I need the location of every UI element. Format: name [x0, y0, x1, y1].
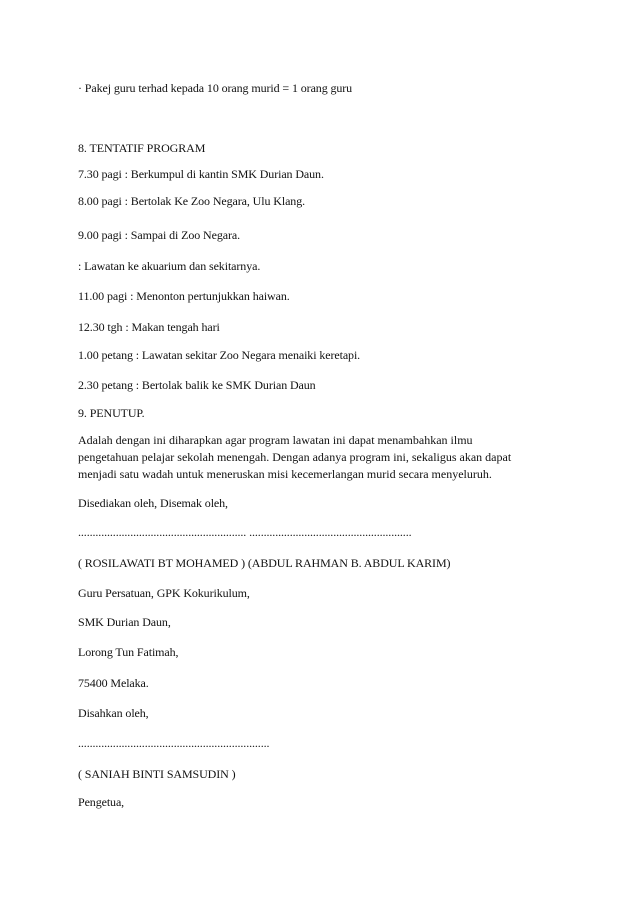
schedule-item: 1.00 petang : Lawatan sekitar Zoo Negara menaiki keretapi.: [78, 348, 361, 362]
address-street: Lorong Tun Fatimah,: [78, 645, 179, 659]
schedule-item: 7.30 pagi : Berkumpul di kantin SMK Durian Daun.: [78, 167, 324, 181]
closing-paragraph: [78, 432, 558, 483]
schedule-item: : Lawatan ke akuarium dan sekitarnya.: [78, 259, 261, 273]
section-9-heading: 9. PENUTUP.: [78, 406, 145, 420]
schedule-item: 11.00 pagi : Menonton pertunjukkan haiwan.: [78, 289, 290, 303]
address-school: SMK Durian Daun,: [78, 615, 171, 629]
signature-line-1: .......................................................... ........................................................: [78, 525, 412, 539]
section-8-heading: 8. TENTATIF PROGRAM: [78, 141, 206, 155]
signatories-names: ( ROSILAWATI BT MOHAMED ) (ABDUL RAHMAN B. ABDUL KARIM): [78, 556, 451, 570]
package-note: · Pakej guru terhad kepada 10 orang murid = 1 orang guru: [78, 81, 353, 95]
schedule-item: 8.00 pagi : Bertolak Ke Zoo Negara, Ulu Klang.: [78, 194, 306, 208]
signatories-positions: Guru Persatuan, GPK Kokurikulum,: [78, 586, 250, 600]
schedule-item: 9.00 pagi : Sampai di Zoo Negara.: [78, 228, 240, 242]
approved-label: Disahkan oleh,: [78, 706, 149, 720]
paragraph-line: pengetahuan pelajar sekolah menengah. Dengan adanya program ini, sekaligus akan dapat: [78, 450, 512, 464]
paragraph-line: menjadi satu wadah untuk meneruskan misi kecemerlangan murid secara menyeluruh.: [78, 467, 492, 481]
signature-line-2: ..................................................................: [78, 736, 270, 750]
paragraph-line: Adalah dengan ini diharapkan agar program lawatan ini dapat menambahkan ilmu: [78, 433, 473, 447]
address-postcode: 75400 Melaka.: [78, 676, 149, 690]
prepared-reviewed-label: Disediakan oleh, Disemak oleh,: [78, 496, 228, 510]
schedule-item: 12.30 tgh : Makan tengah hari: [78, 320, 220, 334]
schedule-item: 2.30 petang : Bertolak balik ke SMK Durian Daun: [78, 378, 316, 392]
principal-title: Pengetua,: [78, 795, 125, 809]
principal-name: ( SANIAH BINTI SAMSUDIN ): [78, 767, 236, 781]
